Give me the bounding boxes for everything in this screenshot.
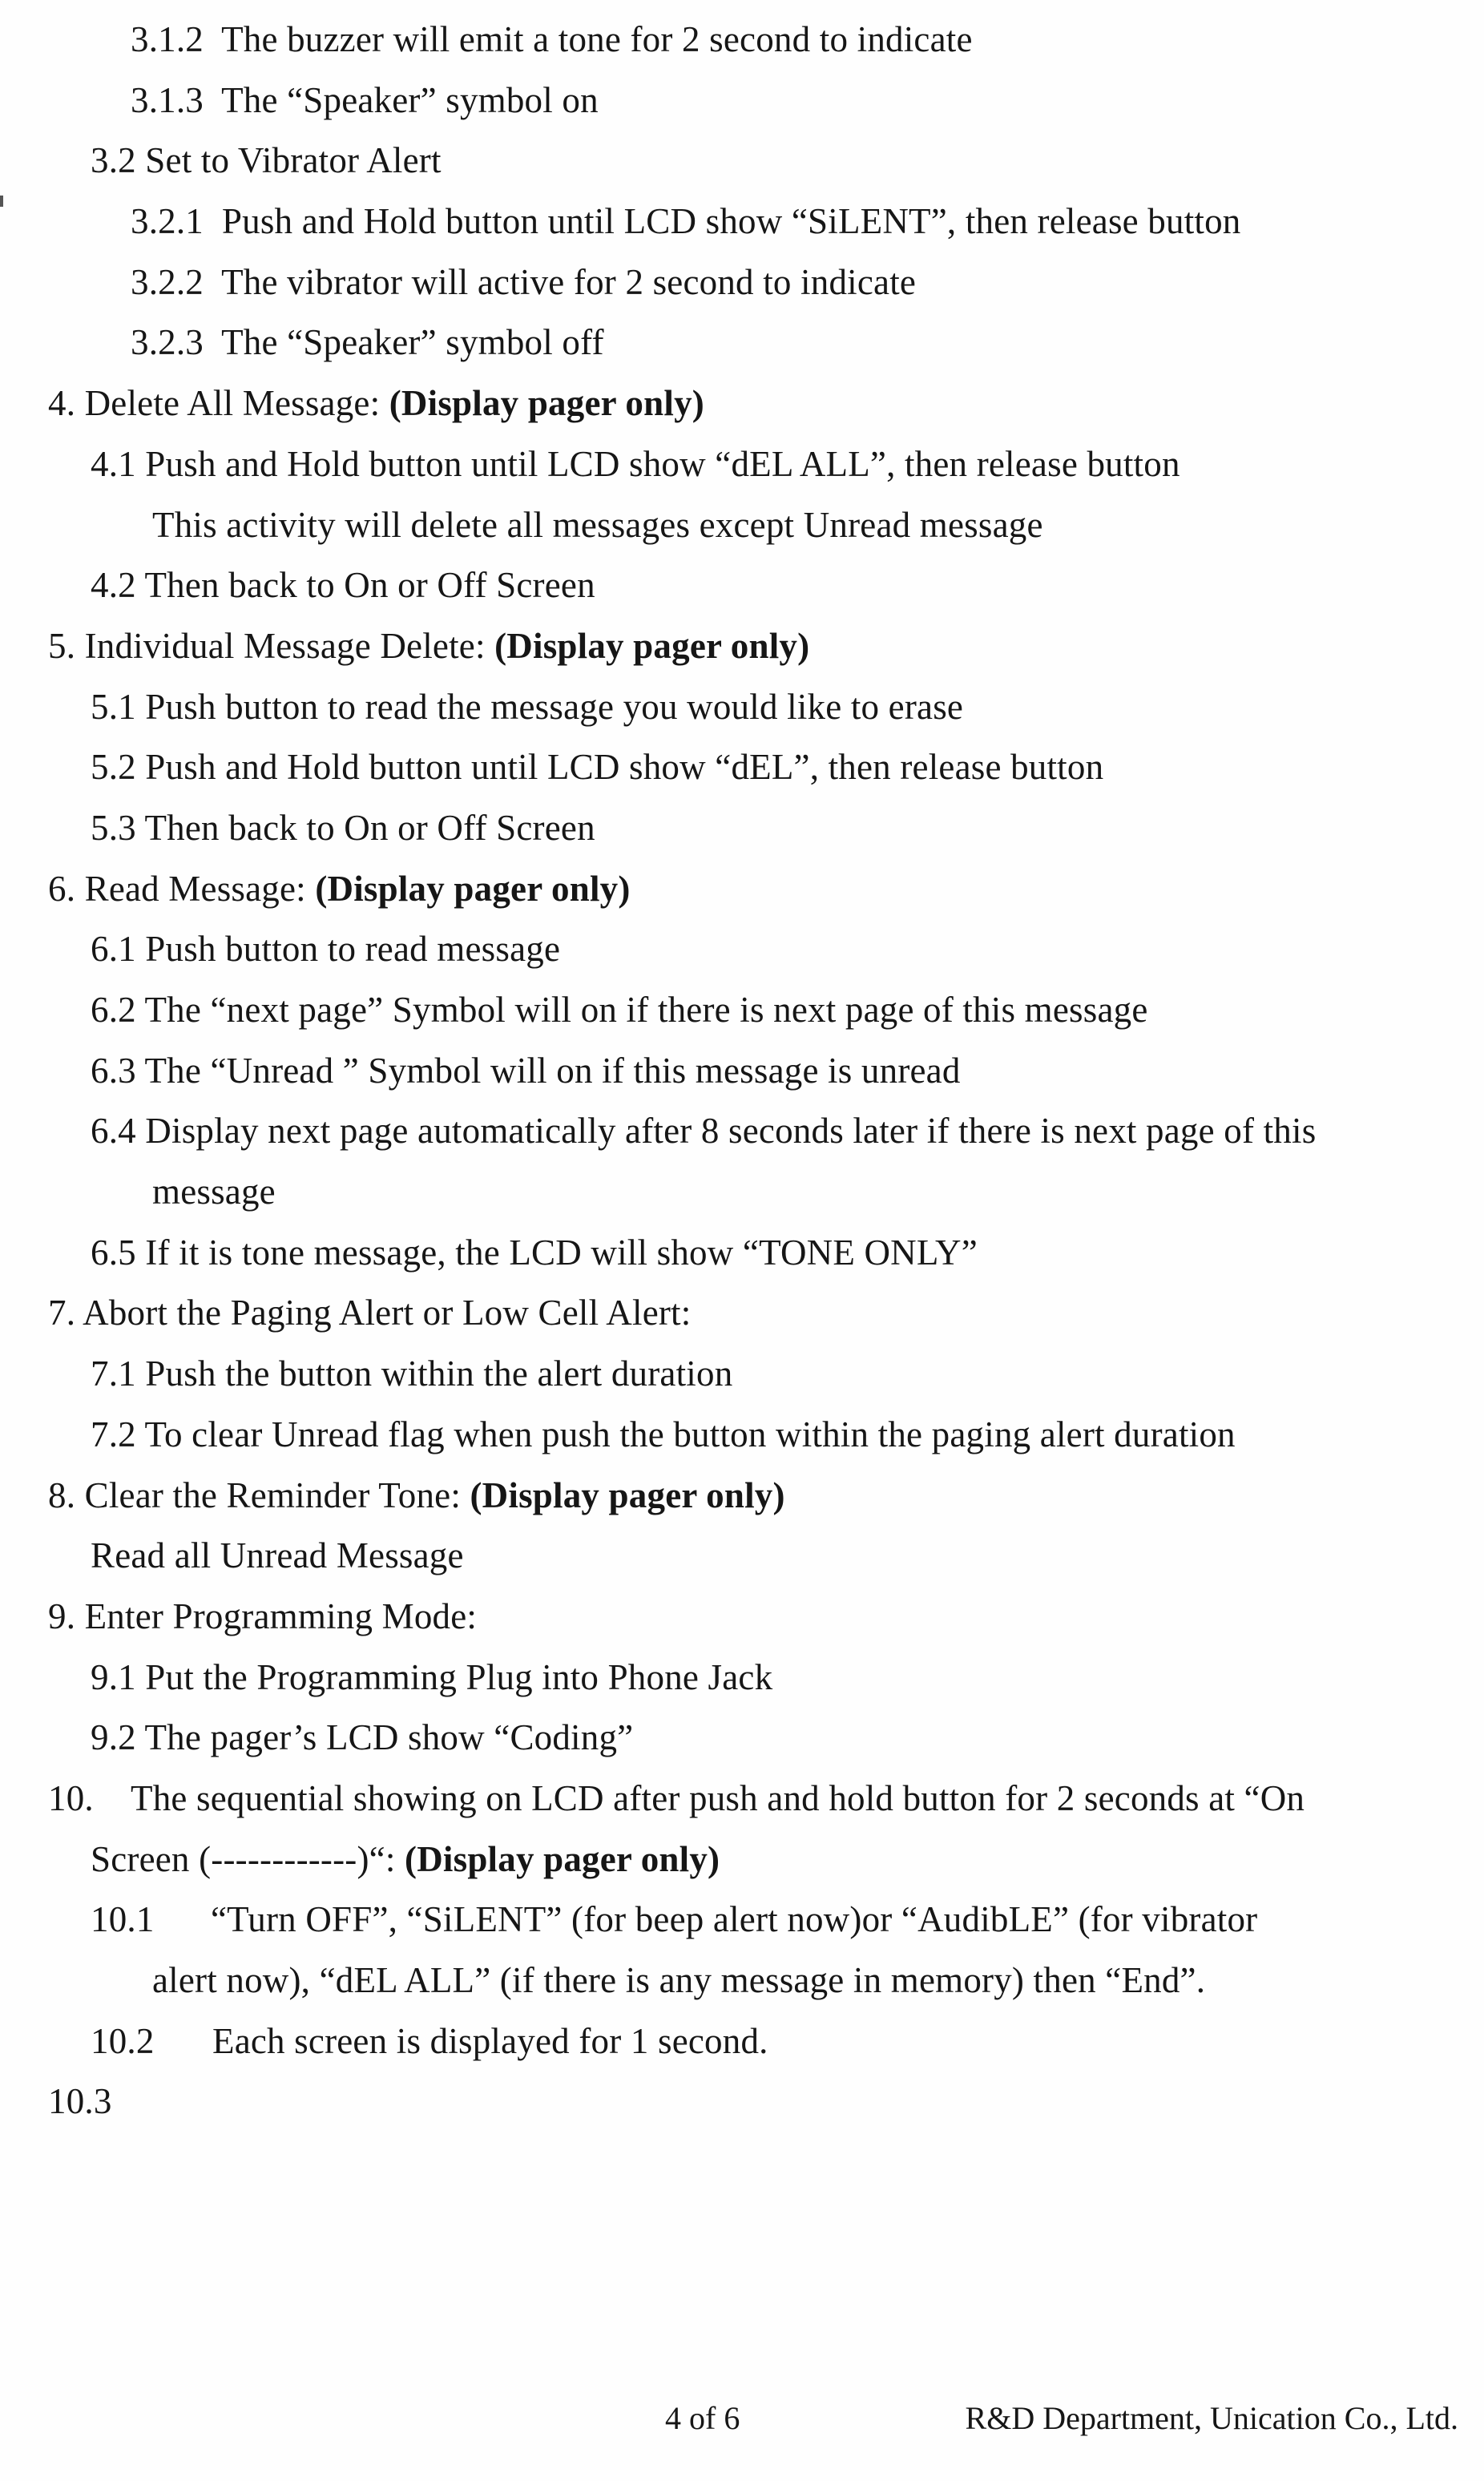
document-line <box>0 919 1484 980</box>
document-line <box>0 71 1484 131</box>
text-segment: 10.3 <box>48 2081 112 2122</box>
text-segment: 6.5 If it is tone message, the LCD will show “TONE ONLY” <box>91 1232 978 1273</box>
document-line <box>0 1162 1484 1223</box>
bold-text-segment: (Display pager only) <box>470 1474 785 1515</box>
document-line <box>0 616 1484 677</box>
document-line <box>0 434 1484 495</box>
text-segment: 9.2 The pager’s LCD show “Coding” <box>91 1717 634 1758</box>
document-line <box>0 555 1484 616</box>
text-segment: 6.4 Display next page automatically after 8 seconds later if there is next page of this <box>91 1111 1317 1152</box>
text-segment: 10. <box>48 1777 94 1818</box>
text-segment: 10.2 <box>91 2020 155 2061</box>
text-segment: 5. Individual Message Delete: <box>48 625 495 666</box>
text-segment: 6.3 The “Unread ” Symbol will on if this message is unread <box>91 1050 961 1091</box>
text-segment: 5.2 Push and Hold button until LCD show “dEL”, then release button <box>91 747 1104 788</box>
document-line <box>0 1769 1484 1829</box>
document-line <box>0 1829 1484 1890</box>
text-segment: 6. Read Message: <box>48 868 316 909</box>
document-line <box>0 1405 1484 1466</box>
text-segment: 3.1.2 The buzzer will emit a tone for 2 second to indicate <box>131 19 973 59</box>
text-segment: 4. Delete All Message: <box>48 383 389 424</box>
document-line <box>0 1648 1484 1708</box>
text-segment: Each screen is displayed for 1 second. <box>212 2020 768 2061</box>
text-segment: 3.1.3 The “Speaker” symbol on <box>131 79 599 120</box>
text-segment: 4.1 Push and Hold button until LCD show “dEL ALL”, then release button <box>91 443 1180 484</box>
document-line <box>0 10 1484 71</box>
text-segment: alert now), “dEL ALL” (if there is any message in memory) then “End”. <box>152 1960 1206 2000</box>
text-segment: Read all Unread Message <box>91 1535 464 1576</box>
document-line <box>0 1708 1484 1769</box>
bold-text-segment: (Display pager only) <box>405 1838 720 1879</box>
page-footer <box>0 2394 1484 2443</box>
document-line <box>0 677 1484 738</box>
document-body <box>0 10 1484 2132</box>
document-line <box>0 980 1484 1041</box>
bold-text-segment: (Display pager only) <box>389 383 704 424</box>
text-segment: 9.1 Put the Programming Plug into Phone Jack <box>91 1656 773 1697</box>
document-line <box>0 1283 1484 1344</box>
text-segment: message <box>152 1172 276 1212</box>
text-segment: 7. Abort the Paging Alert or Low Cell Alert: <box>48 1293 692 1333</box>
page-number: 4 of 6 <box>665 2400 740 2436</box>
document-line <box>0 252 1484 313</box>
document-line <box>0 1466 1484 1527</box>
bold-text-segment: (Display pager only) <box>315 868 631 909</box>
text-segment: 5.3 Then back to On or Off Screen <box>91 807 595 848</box>
footer-organization: R&D Department, Unication Co., Ltd. <box>965 2400 1458 2436</box>
document-line <box>0 2011 1484 2072</box>
text-segment: 3.2 Set to Vibrator Alert <box>91 140 442 181</box>
text-segment: 7.2 To clear Unread flag when push the button within the paging alert duration <box>91 1414 1236 1454</box>
text-segment: The sequential showing on LCD after push and hold button for 2 seconds at “On <box>131 1777 1305 1818</box>
document-line <box>0 737 1484 798</box>
document-line <box>0 192 1484 252</box>
text-segment: 8. Clear the Reminder Tone: <box>48 1474 470 1515</box>
document-line <box>0 373 1484 434</box>
text-segment: 9. Enter Programming Mode: <box>48 1596 478 1636</box>
document-line <box>0 1223 1484 1284</box>
text-segment: “Turn OFF”, “SiLENT” (for beep alert now)or “AudibLE” (for vibrator <box>211 1899 1258 1940</box>
text-segment: 3.2.3 The “Speaker” symbol off <box>131 322 604 363</box>
document-line <box>0 2072 1484 2132</box>
text-segment: 5.1 Push button to read the message you would like to erase <box>91 686 964 727</box>
document-line <box>0 1951 1484 2011</box>
text-segment: 6.1 Push button to read message <box>91 929 561 970</box>
text-segment: 3.2.2 The vibrator will active for 2 second to indicate <box>131 261 917 302</box>
document-line <box>0 1587 1484 1648</box>
document-line <box>0 1526 1484 1587</box>
document-line <box>0 1041 1484 1102</box>
text-segment: 7.1 Push the button within the alert duration <box>91 1353 733 1394</box>
text-segment: This activity will delete all messages except Unread message <box>152 504 1043 545</box>
document-line <box>0 859 1484 920</box>
text-segment: Screen (------------)“: <box>91 1838 405 1879</box>
text-segment: 3.2.1 Push and Hold button until LCD show “SiLENT”, then release button <box>131 201 1241 242</box>
text-segment: 10.1 <box>91 1899 155 1940</box>
text-segment: 4.2 Then back to On or Off Screen <box>91 565 595 606</box>
document-line <box>0 495 1484 556</box>
document-line <box>0 798 1484 859</box>
document-line <box>0 1890 1484 1951</box>
text-segment: 6.2 The “next page” Symbol will on if there is next page of this message <box>91 990 1148 1030</box>
document-line <box>0 1101 1484 1162</box>
document-line <box>0 1344 1484 1405</box>
document-line <box>0 131 1484 192</box>
document-line <box>0 313 1484 373</box>
bold-text-segment: (Display pager only) <box>494 625 810 666</box>
